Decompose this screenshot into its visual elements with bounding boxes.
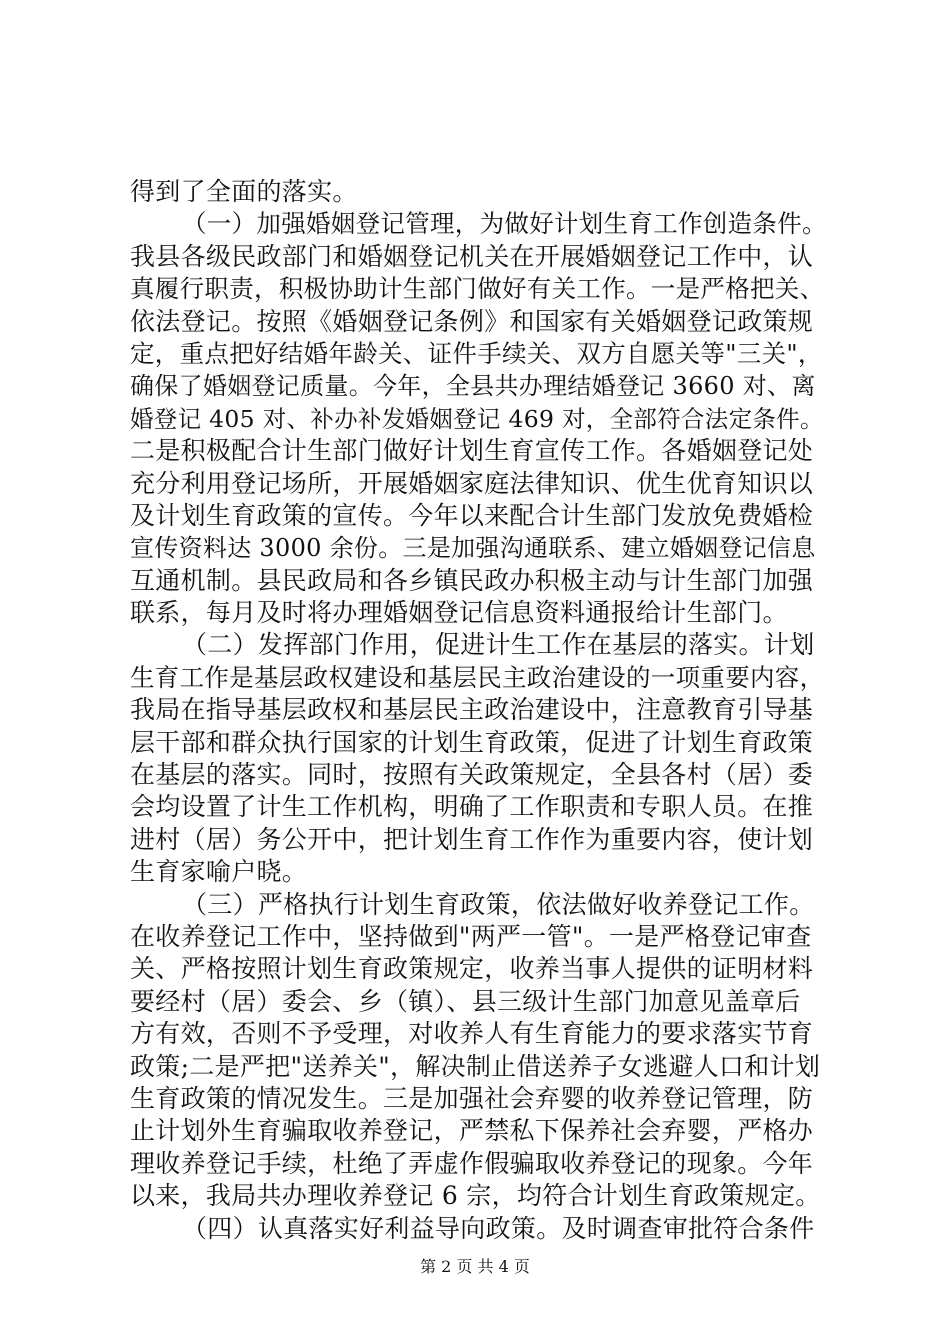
text-line: 真履行职责，积极协助计生部门做好有关工作。一是严格把关、 xyxy=(130,274,825,304)
text-line: 互通机制。县民政局和各乡镇民政办积极主动与计生部门加强 xyxy=(130,565,814,595)
text-line: 进村（居）务公开中，把计划生育工作作为重要内容，使计划 xyxy=(130,824,814,854)
text-line: 生育家喻户晓。 xyxy=(130,857,308,887)
text-line: 联系，每月及时将办理婚姻登记信息资料通报给计生部门。 xyxy=(130,598,788,628)
page-number-footer: 第 2 页 共 4 页 xyxy=(420,1257,530,1276)
text-line: 止计划外生育骗取收养登记，严禁私下保养社会弃婴，严格办 xyxy=(130,1116,814,1146)
document-body xyxy=(130,176,828,1245)
paragraph-start-line: （一）加强婚姻登记管理，为做好计划生育工作创造条件。 xyxy=(182,209,827,239)
text-line: 层干部和群众执行国家的计划生育政策，促进了计划生育政策 xyxy=(130,727,814,757)
text-line: 理收养登记手续，杜绝了弄虚作假骗取收养登记的现象。今年 xyxy=(130,1148,814,1178)
text-line: 宣传资料达 3000 余份。三是加强沟通联系、建立婚姻登记信息 xyxy=(130,534,816,563)
text-line: 生育政策的情况发生。三是加强社会弃婴的收养登记管理，防 xyxy=(130,1083,814,1113)
text-line: 在收养登记工作中，坚持做到"两严一管"。一是严格登记审查 xyxy=(130,921,812,951)
text-line: 得到了全面的落实。 xyxy=(130,177,358,206)
paragraph-start-line: （三）严格执行计划生育政策，依法做好收养登记工作。 xyxy=(182,889,815,919)
text-line: 定，重点把好结婚年龄关、证件手续关、双方自愿关等"三关"， xyxy=(130,338,823,368)
paragraph-start-line: （二）发挥部门作用，促进计生工作在基层的落实。计划 xyxy=(182,630,815,660)
text-line: 要经村（居）委会、乡（镇）、县三级计生部门加意见盖章后 xyxy=(130,986,801,1016)
text-line: 关、严格按照计划生育政策规定，收养当事人提供的证明材料 xyxy=(130,954,814,984)
text-line: 以来，我局共办理收养登记 6 宗，均符合计划生育政策规定。 xyxy=(130,1181,821,1211)
text-line: 我局在指导基层政权和基层民主政治建设中，注意教育引导基 xyxy=(130,695,814,725)
text-line: 我县各级民政部门和婚姻登记机关在开展婚姻登记工作中，认 xyxy=(130,241,814,271)
text-line: 生育工作是基层政权建设和基层民主政治建设的一项重要内容， xyxy=(130,662,825,692)
text-line: 充分利用登记场所，开展婚姻家庭法律知识、优生优育知识以 xyxy=(130,468,814,498)
text-line: 婚登记 405 对、补办补发婚姻登记 469 对，全部符合法定条件。 xyxy=(130,404,824,433)
text-line: 政策;二是严把"送养关"，解决制止借送养子女逃避人口和计划 xyxy=(130,1051,821,1081)
paragraph-start-line: （四）认真落实好利益导向政策。及时调查审批符合条件 xyxy=(182,1213,815,1243)
text-line: 会均设置了计生工作机构，明确了工作职责和专职人员。在推 xyxy=(130,792,814,822)
text-line: 方有效，否则不予受理，对收养人有生育能力的要求落实节育 xyxy=(130,1019,814,1049)
text-line: 依法登记。按照《婚姻登记条例》和国家有关婚姻登记政策规 xyxy=(130,306,814,336)
text-line: 及计划生育政策的宣传。今年以来配合计生部门发放免费婚检 xyxy=(130,500,814,530)
text-line: 确保了婚姻登记质量。今年，全县共办理结婚登记 3660 对、离 xyxy=(130,372,816,401)
text-line: 二是积极配合计生部门做好计划生育宣传工作。各婚姻登记处 xyxy=(130,436,814,466)
text-line: 在基层的落实。同时，按照有关政策规定，全县各村（居）委 xyxy=(130,760,814,790)
